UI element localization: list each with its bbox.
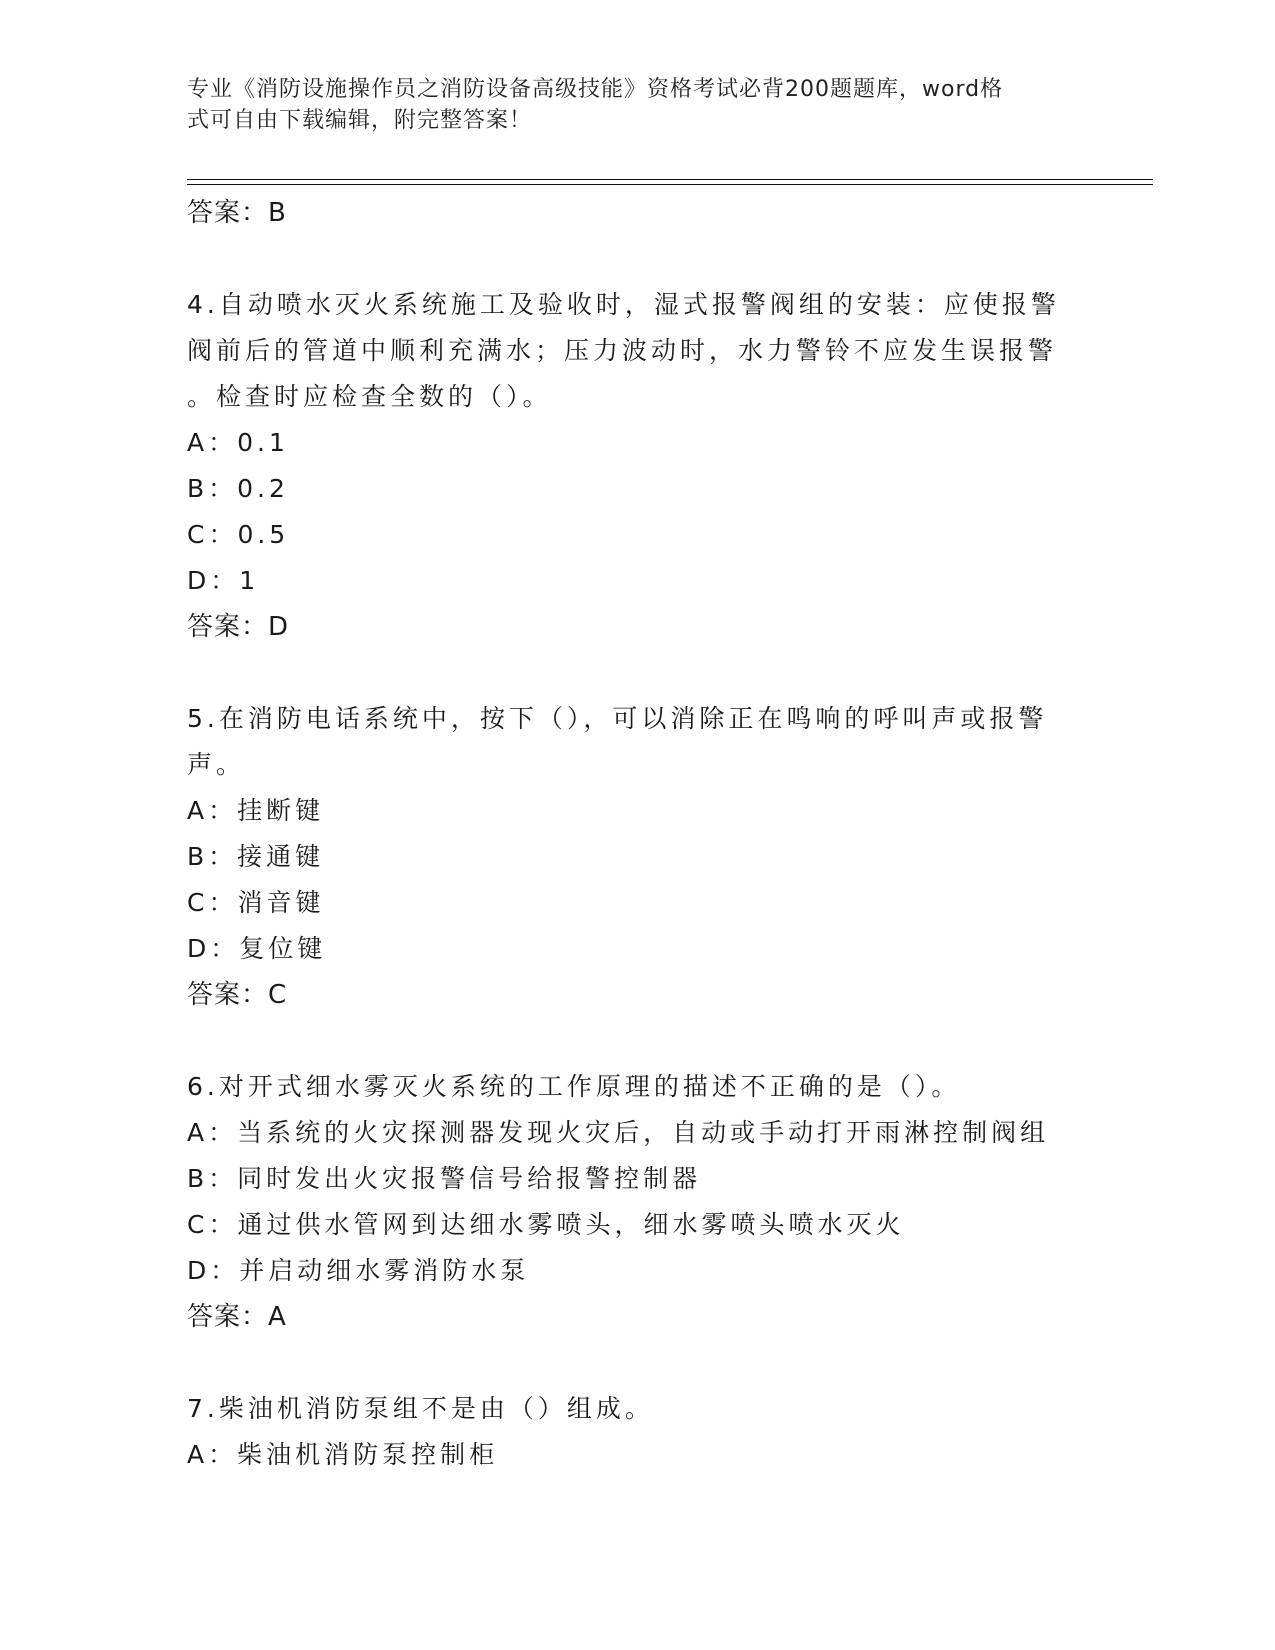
option-d: D：复位键 — [187, 934, 327, 963]
document-header — [187, 74, 1067, 136]
question-stem-line: 阀前后的管道中顺利充满水；压力波动时，水力警铃不应发生误报警 — [187, 336, 1058, 365]
question-stem-line: 7.柴油机消防泵组不是由（）组成。 — [187, 1394, 654, 1423]
option-a: A：当系统的火灾探测器发现火灾后，自动或手动打开雨淋控制阀组 — [187, 1118, 1050, 1147]
question-5 — [187, 696, 1087, 1018]
answer-line: 答案：D — [187, 612, 290, 642]
option-c: C：消音键 — [187, 888, 325, 917]
header-line-1: 专业《消防设施操作员之消防设备高级技能》资格考试必背200题题库，word格 — [187, 77, 1004, 102]
answer-line: 答案：A — [187, 1302, 287, 1332]
answer-line: 答案：C — [187, 980, 288, 1010]
question-stem-line: 。检查时应检查全数的（）。 — [187, 382, 552, 411]
header-divider-top — [187, 179, 1153, 180]
question-4 — [187, 282, 1087, 650]
question-list — [187, 190, 1087, 1478]
option-a: A：挂断键 — [187, 796, 325, 825]
option-b: B：接通键 — [187, 842, 325, 871]
option-b: B：同时发出火灾报警信号给报警控制器 — [187, 1164, 702, 1193]
option-a: A：柴油机消防泵控制柜 — [187, 1440, 499, 1469]
option-a: A：0.1 — [187, 428, 289, 457]
question-7 — [187, 1386, 1087, 1478]
question-stem-line: 5.在消防电话系统中，按下（），可以消除正在鸣响的呼叫声或报警 — [187, 704, 1048, 733]
option-c: C：通过供水管网到达细水雾喷头，细水雾喷头喷水灭火 — [187, 1210, 905, 1239]
question-stem-line: 声。 — [187, 750, 246, 779]
question-stem-line: 6.对开式细水雾灭火系统的工作原理的描述不正确的是（）。 — [187, 1072, 961, 1101]
answer-line: 答案：B — [187, 198, 287, 228]
option-d: D：并启动细水雾消防水泵 — [187, 1256, 530, 1285]
question-stem-line: 4.自动喷水灭火系统施工及验收时，湿式报警阀组的安装：应使报警 — [187, 290, 1060, 319]
header-line-2: 式可自由下载编辑，附完整答案！ — [187, 108, 533, 133]
option-c: C：0.5 — [187, 520, 290, 549]
question-6 — [187, 1064, 1087, 1340]
option-b: B：0.2 — [187, 474, 289, 503]
header-divider-bottom — [187, 184, 1153, 185]
option-d: D：1 — [187, 566, 260, 595]
